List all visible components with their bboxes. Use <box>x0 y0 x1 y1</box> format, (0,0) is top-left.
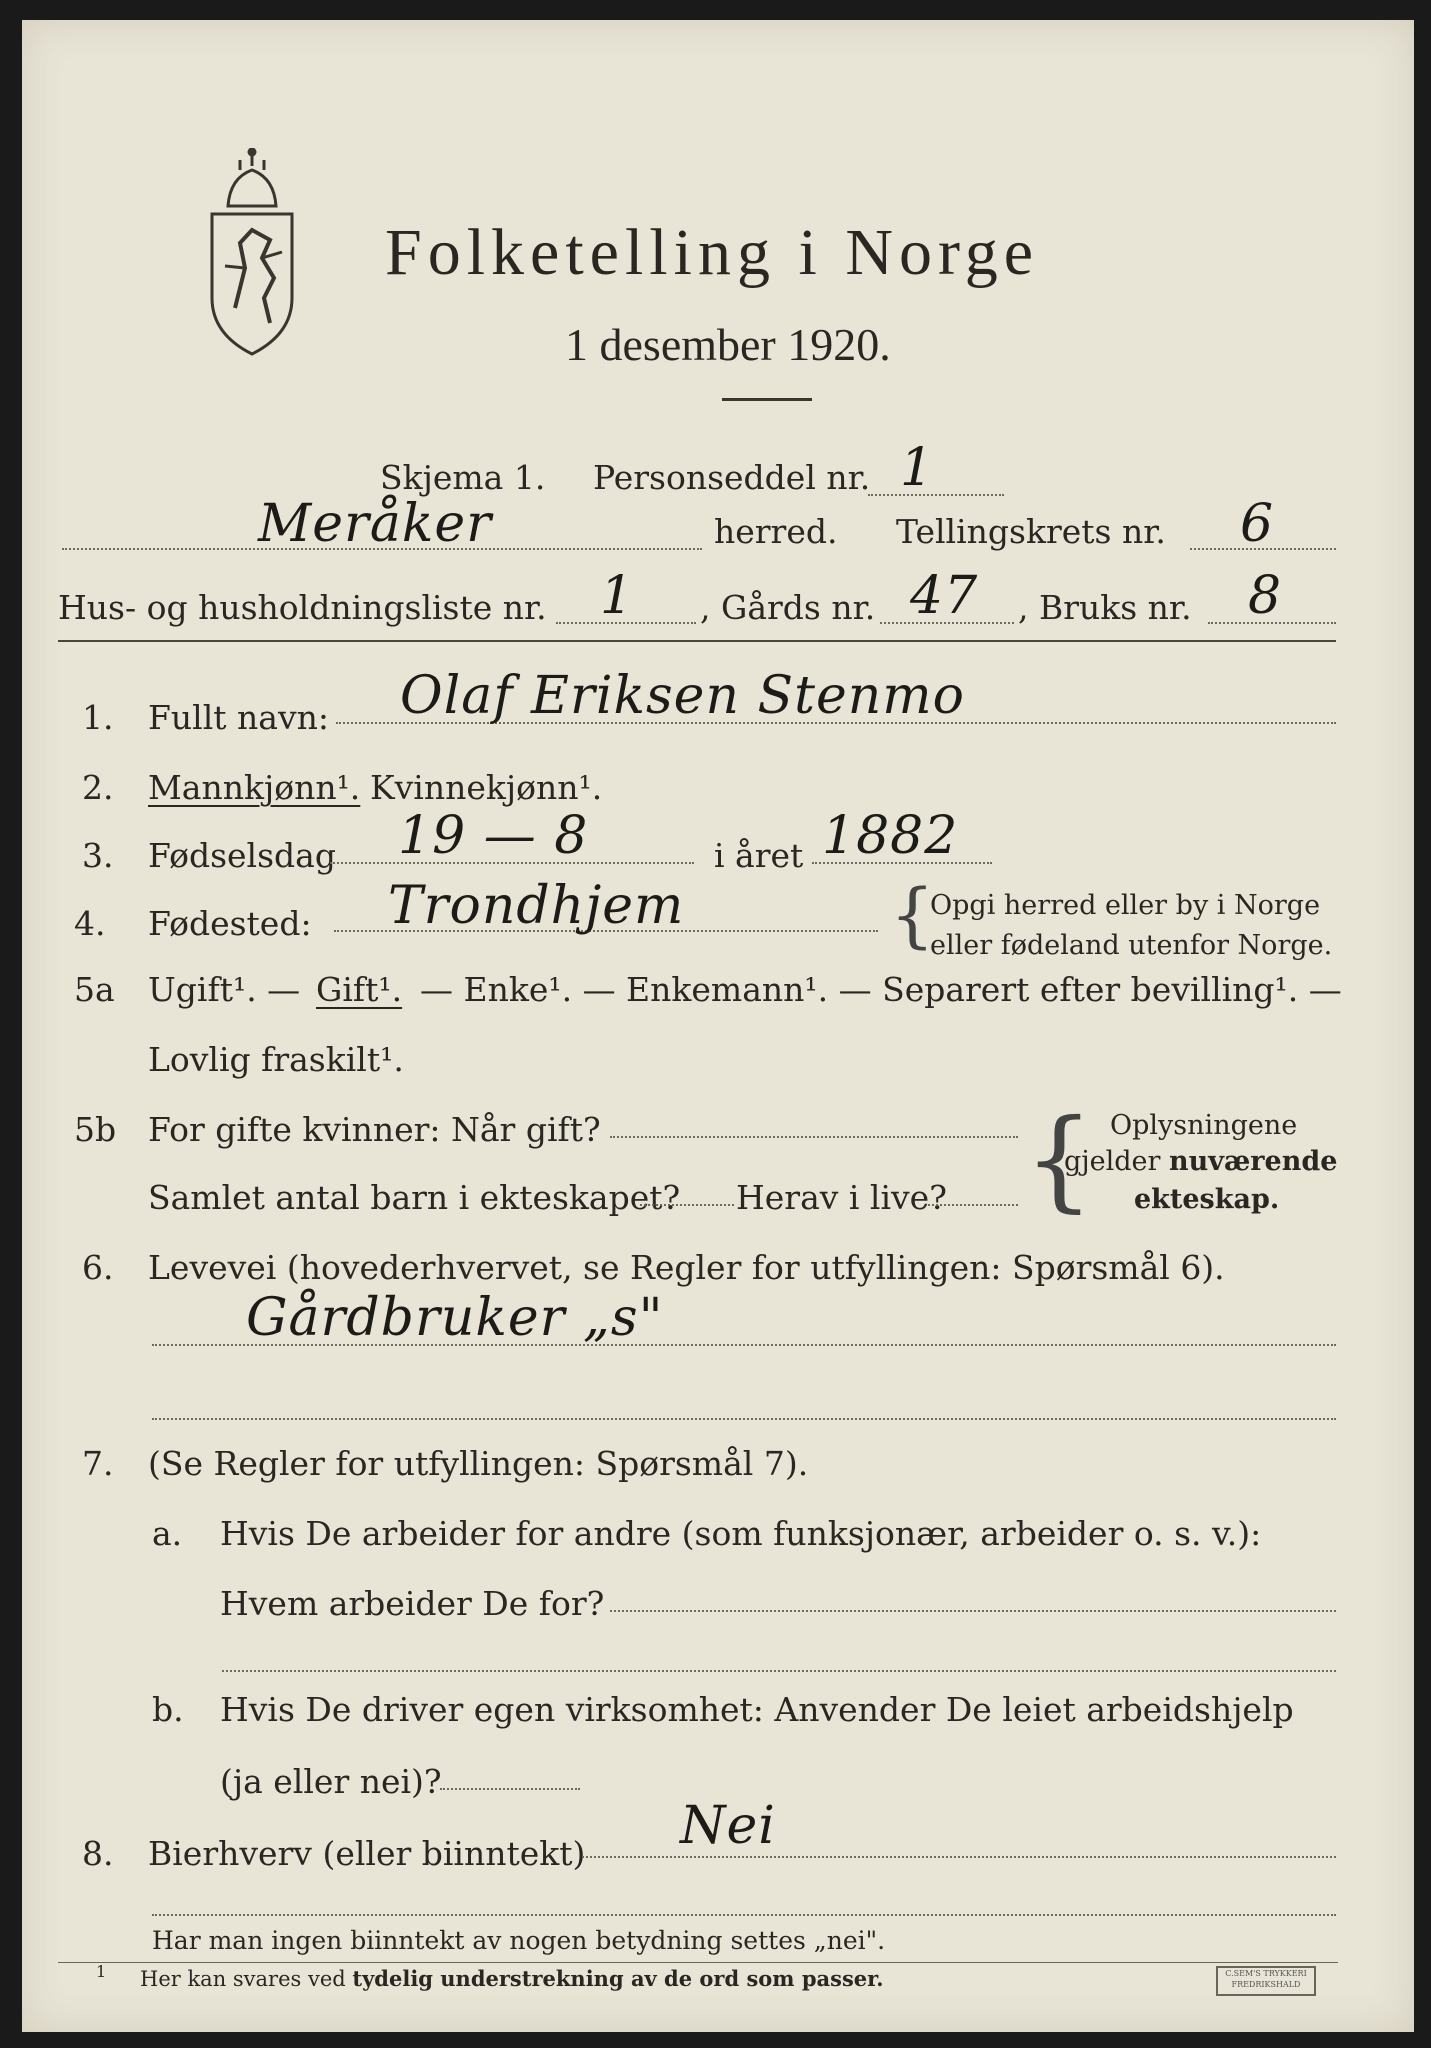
hus-value[interactable]: 1 <box>600 566 635 626</box>
q5b-ilive-label: Herav i live? <box>736 1178 947 1217</box>
q7b-question: (ja eller nei)? <box>220 1762 442 1801</box>
q3-number: 3. <box>82 836 114 875</box>
bruks-value[interactable]: 8 <box>1248 566 1283 626</box>
q6-label: Levevei (hovederhvervet, se Regler for utfyllingen: Spørsmål 6). <box>148 1248 1225 1287</box>
q1-label: Fullt navn: <box>148 698 329 737</box>
tellingskrets-label: Tellingskrets nr. <box>896 512 1166 551</box>
q5b-barn-line[interactable] <box>640 1204 734 1206</box>
q7b-label: Hvis De driver egen virksomhet: Anvender De leiet arbeidshjelp <box>220 1690 1294 1729</box>
q5b-note-line1: Oplysningene <box>1110 1110 1298 1141</box>
q5a-ugift-option[interactable]: Ugift¹. — <box>148 970 301 1009</box>
q4-note-line2: eller fødeland utenfor Norge. <box>930 930 1333 961</box>
q7a-line1[interactable] <box>610 1610 1336 1612</box>
q5b-brace: { <box>1024 1095 1094 1223</box>
tellingskrets-value[interactable]: 6 <box>1240 494 1275 554</box>
q2-number: 2. <box>82 768 114 807</box>
q8-line2[interactable] <box>152 1914 1336 1916</box>
q4-note-line1: Opgi herred eller by i Norge <box>930 890 1321 921</box>
q1-number: 1. <box>82 698 114 737</box>
q5b-gift-line[interactable] <box>610 1136 1018 1138</box>
q7a-label: Hvis De arbeider for andre (som funksjonær, arbeider o. s. v.): <box>220 1514 1262 1553</box>
q7-number: 7. <box>82 1444 114 1483</box>
q7b-letter: b. <box>152 1690 184 1729</box>
q5b-gift-label: For gifte kvinner: Når gift? <box>148 1110 601 1149</box>
q5b-ilive-line[interactable] <box>928 1204 1018 1206</box>
bruks-label: , Bruks nr. <box>1018 588 1192 627</box>
personseddel-value[interactable]: 1 <box>900 438 935 498</box>
footnote-text-plain: Her kan svares ved <box>140 1967 353 1991</box>
q2-male-option[interactable]: Mannkjønn¹. <box>148 768 361 807</box>
q4-brace: { <box>890 874 935 956</box>
q7a-letter: a. <box>152 1514 183 1553</box>
norway-coat-of-arms-icon <box>190 148 314 358</box>
herred-label: herred. <box>714 512 838 551</box>
q8-number: 8. <box>82 1834 114 1873</box>
q8-label: Bierhverv (eller biinntekt) <box>148 1834 586 1873</box>
q7-label: (Se Regler for utfyllingen: Spørsmål 7). <box>148 1444 809 1483</box>
footnote-text <box>140 1966 884 1991</box>
q4-label: Fødested: <box>148 904 312 943</box>
q5a-number: 5a <box>74 970 115 1009</box>
footnote-text-bold: tydelig understrekning av de ord som passer. <box>352 1966 884 1991</box>
q3-year-label: i året <box>714 836 804 875</box>
q5b-note-nuvaerende: nuværende <box>1169 1146 1338 1177</box>
q1-value[interactable]: Olaf Eriksen Stenmo <box>400 666 965 726</box>
personseddel-label: Personseddel nr. <box>593 458 871 497</box>
q3-value[interactable]: 19 — 8 <box>398 806 589 866</box>
herred-value[interactable]: Meråker <box>258 494 493 554</box>
q4-number: 4. <box>74 904 106 943</box>
q7a-question: Hvem arbeider De for? <box>220 1584 605 1623</box>
form-title: Folketelling i Norge <box>385 216 1040 289</box>
q5b-note-line3: ekteskap. <box>1134 1184 1280 1215</box>
q4-value[interactable]: Trondhjem <box>388 876 685 936</box>
q3-label: Fødselsdag <box>148 836 336 875</box>
q5a-other-options[interactable]: — Enke¹. — Enkemann¹. — Separert efter bevilling¹. — <box>420 970 1342 1009</box>
gards-value[interactable]: 47 <box>910 566 979 626</box>
q6-line2[interactable] <box>152 1418 1336 1420</box>
census-date: 1 desember 1920. <box>565 319 891 370</box>
footnote-number: 1 <box>96 1962 107 1981</box>
q5b-note-gjelder: gjelder <box>1064 1146 1170 1177</box>
header-divider <box>58 640 1336 642</box>
q8-value[interactable]: Nei <box>680 1796 776 1856</box>
q5a-fraskilt-option[interactable]: Lovlig fraskilt¹. <box>148 1040 404 1079</box>
gards-label: , Gårds nr. <box>700 588 876 627</box>
footer-note: Har man ingen biinntekt av nogen betydning settes „nei". <box>152 1926 886 1955</box>
q8-line1 <box>582 1856 1336 1858</box>
q5b-note-line2 <box>1064 1146 1337 1177</box>
q7b-line[interactable] <box>440 1788 580 1790</box>
printer-stamp: C.SEM'S TRYKKERI FREDRIKSHALD <box>1216 1966 1316 1996</box>
title-divider <box>722 398 812 401</box>
q6-value[interactable]: Gårdbruker „s" <box>246 1288 664 1348</box>
personseddel-line <box>868 494 1004 496</box>
q7a-line2[interactable] <box>222 1670 1336 1672</box>
q3-year-value[interactable]: 1882 <box>822 806 959 866</box>
hus-label: Hus- og husholdningsliste nr. <box>58 588 547 627</box>
skjema-label: Skjema 1. <box>380 458 546 497</box>
q2-female-option[interactable]: Kvinnekjønn¹. <box>370 768 603 807</box>
footer-divider <box>58 1962 1338 1963</box>
q5b-barn-label: Samlet antal barn i ekteskapet? <box>148 1178 681 1217</box>
q6-number: 6. <box>82 1248 114 1287</box>
q5b-number: 5b <box>74 1110 117 1149</box>
q5a-gift-option[interactable]: Gift¹. <box>316 970 403 1009</box>
